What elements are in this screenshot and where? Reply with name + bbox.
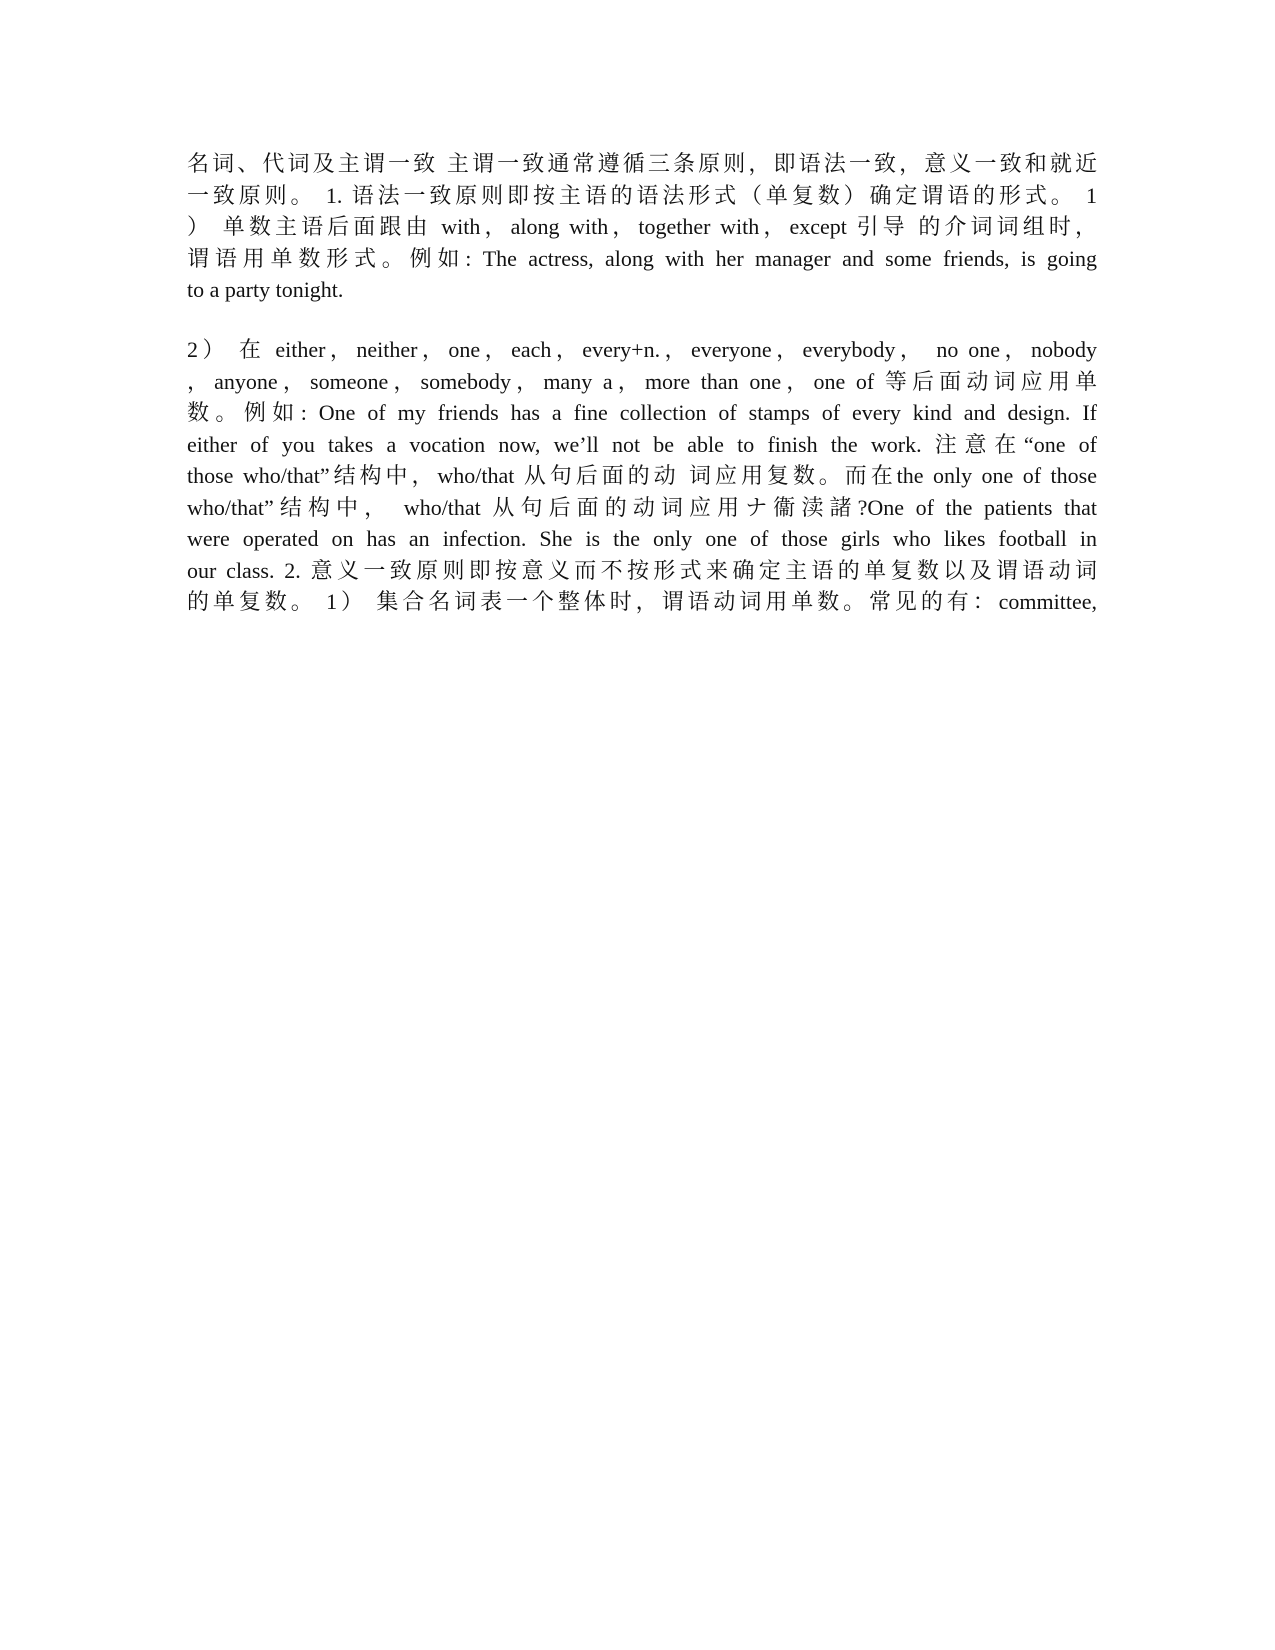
text-line: 的单复数。 1） 集合名词表一个整体时，谓语动词用单数。常见的有：committee, bbox=[187, 589, 1097, 614]
text-line: who/that”结构中， who/that 从句后面的动词应用ナ衞渎諸?One of the patients that bbox=[187, 494, 1097, 520]
text-line: 名词、代词及主谓一致 主谓一致通常遵循三条原则，即语法一致，意义一致和就近 bbox=[187, 151, 1097, 176]
text-line: ，anyone，someone，somebody，many a，more than one，one of 等后面动词应用单 bbox=[187, 368, 1097, 394]
text-line: either of you takes a vocation now, we’ll not be able to finish the work. 注意在“one of bbox=[187, 431, 1097, 457]
paragraph-subject-verb-agreement-intro bbox=[187, 148, 1097, 306]
text-line: were operated on has an infection. She is the only one of those girls who likes football in bbox=[187, 526, 1097, 551]
text-line: our class. 2. 意义一致原则即按意义而不按形式来确定主语的单复数以及谓语动词 bbox=[187, 557, 1097, 583]
text-line: 谓语用单数形式。例如: The actress, along with her manager and some friends, is going bbox=[187, 245, 1097, 271]
text-line: to a party tonight. bbox=[187, 277, 344, 302]
text-line: 一致原则。 1. 语法一致原则即按主语的语法形式（单复数）确定谓语的形式。 1 bbox=[187, 182, 1097, 208]
text-line: those who/that”结构中，who/that 从句后面的动 词应用复数。而在the only one of those bbox=[187, 463, 1097, 488]
text-line: ） 单数主语后面跟由 with，along with，together with，except 引导 的介词词组时， bbox=[187, 214, 1097, 239]
text-line: 2） 在 either，neither，one，each，every+n.，everyone，everybody， no one，nobody bbox=[187, 337, 1097, 362]
text-line: 数。例如: One of my friends has a fine collection of stamps of every kind and design. If bbox=[187, 400, 1097, 425]
paragraph-singular-pronouns bbox=[187, 334, 1097, 618]
